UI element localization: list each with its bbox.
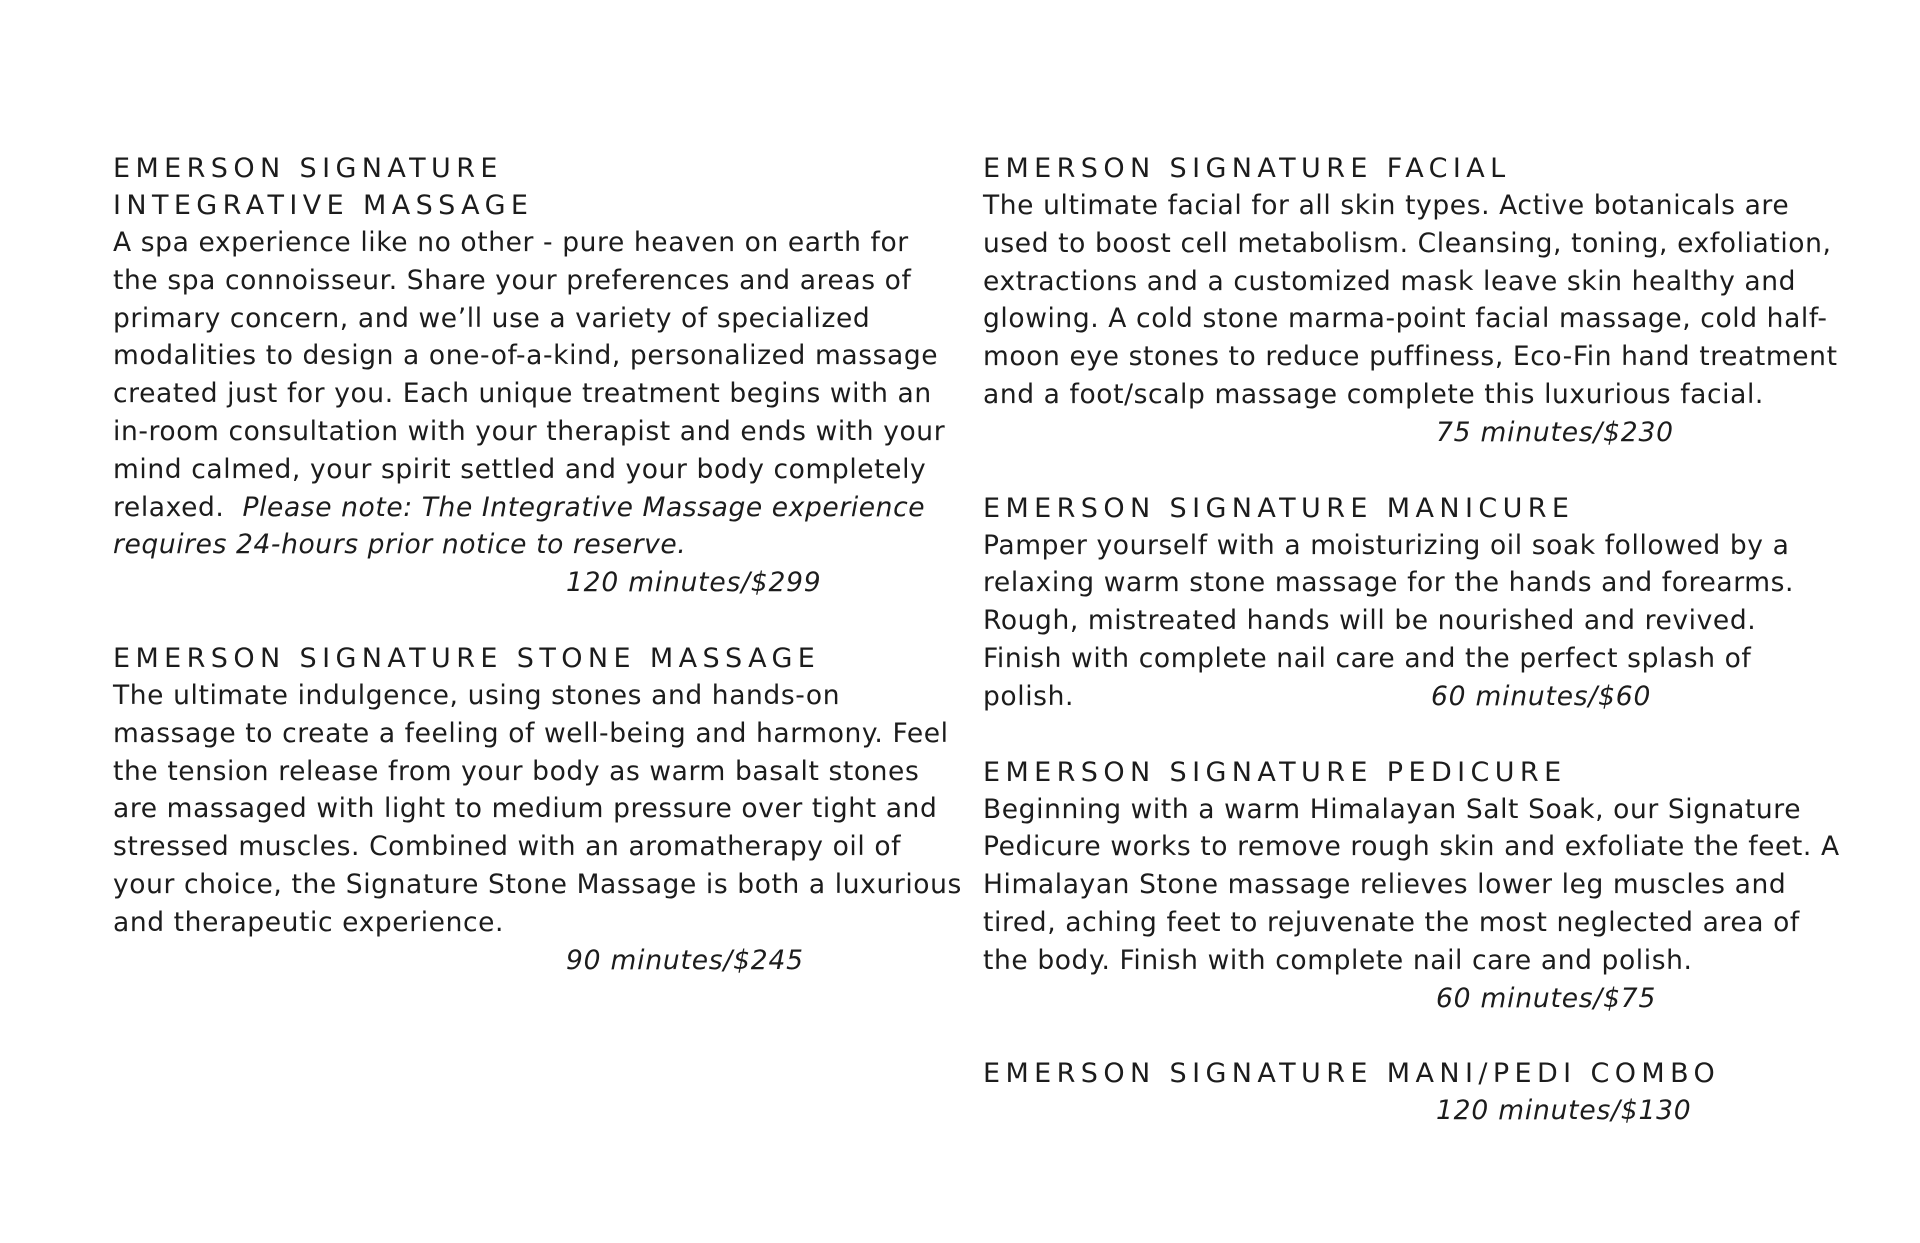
service-title: EMERSON SIGNATURE STONE MASSAGE (113, 642, 821, 674)
service-title-line1: EMERSON SIGNATURE (113, 153, 503, 184)
service-price: 60 minutes/$60 (1431, 680, 1652, 712)
spacer (113, 602, 963, 640)
service-description: Beginning with a warm Himalayan Salt Soak, our Signature Pedicure works to remove rough skin and exfoliate the feet. A Himalayan Stone massage relieves lower leg muscles and tired, aching feet to rejuvenate the most neglected area of the body. Finish with complete nail care and polish. (983, 793, 1840, 976)
service-title-line2: INTEGRATIVE MASSAGE (113, 190, 534, 221)
left-column (113, 150, 963, 979)
service-description (983, 527, 1843, 716)
right-column (983, 150, 1843, 1130)
service-title (113, 150, 963, 224)
service-title: EMERSON SIGNATURE PEDICURE (983, 756, 1567, 788)
service-price: 60 minutes/$75 (1436, 982, 1657, 1014)
service-integrative-massage (113, 150, 963, 602)
service-price: 90 minutes/$245 (566, 944, 804, 976)
spacer (983, 1017, 1843, 1055)
service-title: EMERSON SIGNATURE FACIAL (983, 153, 1511, 184)
service-price: 120 minutes/$130 (1436, 1095, 1692, 1127)
reservation-note: Please note: The Integrative Massage experience requires 24-hours prior notice to reserve. (113, 491, 926, 561)
spacer (983, 716, 1843, 754)
service-price: 75 minutes/$230 (1436, 416, 1674, 448)
spacer (983, 452, 1843, 490)
service-description (113, 224, 963, 564)
description-text: A spa experience like no other - pure heaven on earth for the spa connoisseur. Share your preferences and areas of primary concern, and we’ll use a variety of specialized modalities to design a one-of-a-kind, personalized massage created just for you. Each unique treatment begins with an in-room consultation with your therapist and ends with your mind calmed, your spirit settled and your body completely relaxed. (113, 227, 946, 523)
service-facial (983, 150, 1843, 452)
description-text: Pamper yourself with a moisturizing oil soak followed by a relaxing warm stone massage for the hands and forearms. Rough, mistreated hands will be nourished and revived. Finish with complete nail care and the perfect splash of polish. (983, 529, 1795, 712)
service-pedicure (983, 754, 1843, 1018)
service-mani-pedi-combo (983, 1055, 1843, 1130)
service-price: 120 minutes/$299 (566, 567, 822, 599)
service-title: EMERSON SIGNATURE MANICURE (983, 492, 1575, 524)
service-description: The ultimate indulgence, using stones and hands-on massage to create a feeling of well-being and harmony. Feel the tension release from your body as warm basalt stones are massaged with light to medium pressure over tight and stressed muscles. Combined with an aromatherapy oil of your choice, the Signature Stone Massage is both a luxurious and therapeutic experience. (113, 679, 962, 938)
service-title: EMERSON SIGNATURE MANI/PEDI COMBO (983, 1058, 1721, 1090)
service-manicure (983, 490, 1843, 716)
service-description: The ultimate facial for all skin types. Active botanicals are used to boost cell metabolism. Cleansing, toning, exfoliation, extractions and a customized mask leave skin healthy and glowing. A cold stone marma-point facial massage, cold half-moon eye stones to reduce puffiness, Eco-Fin hand treatment and a foot/scalp massage complete this luxurious facial. (983, 190, 1838, 410)
service-stone-massage (113, 640, 963, 979)
